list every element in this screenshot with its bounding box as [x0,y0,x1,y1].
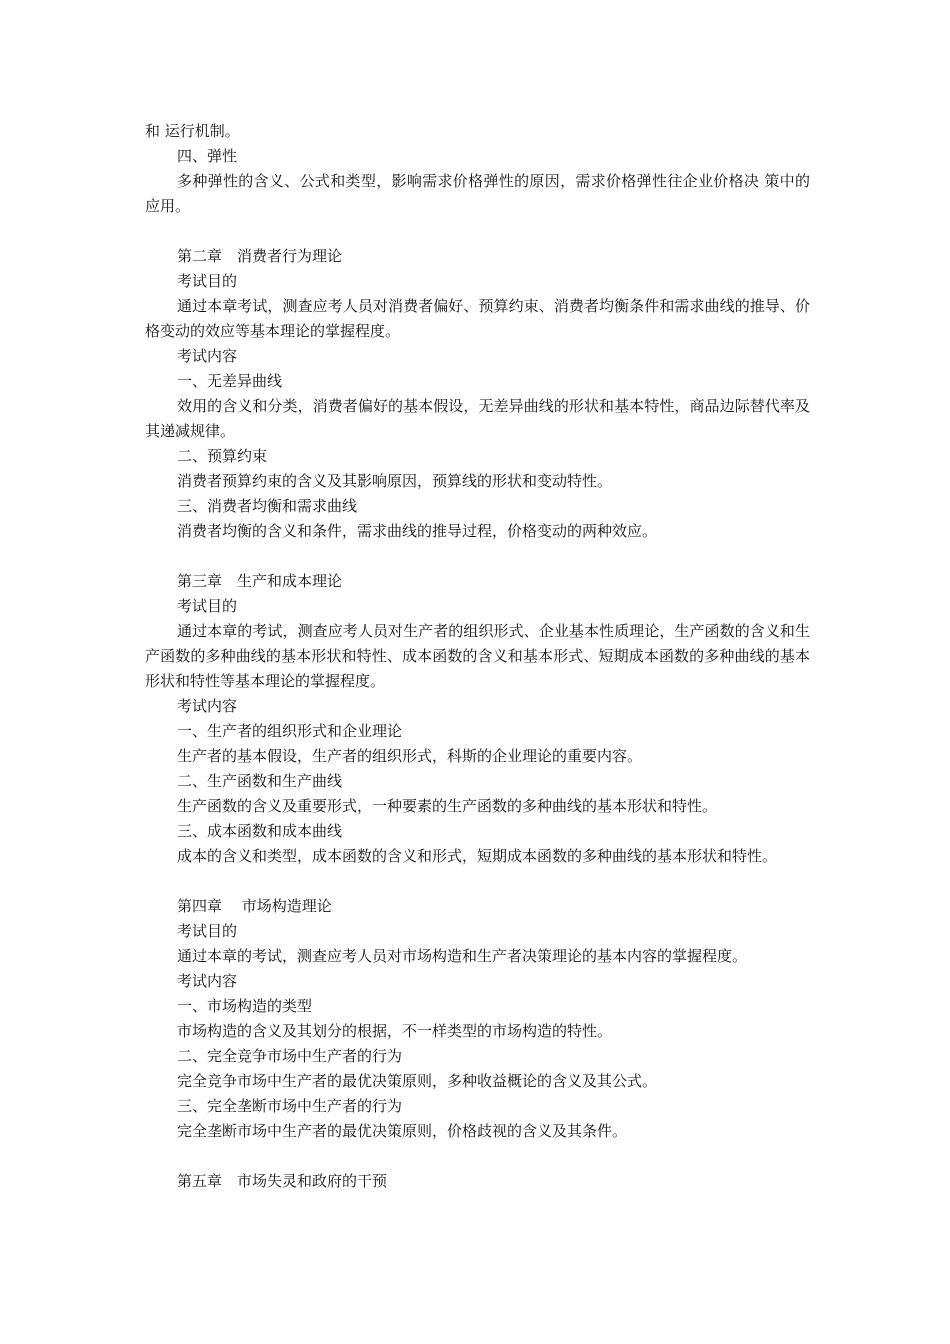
ch3-purpose-text: 通过本章的考试，测查应考人员对生产者的组织形式、企业基本性质理论，生产函数的含义和生产函数的多种曲线的基本形状和特性、成本函数的含义和基本形式、短期成本函数的多种曲线的基本形状和特性等基本理论的掌握程度。 [145,622,810,690]
ch3-section-2-heading: 二、生产函数和生产曲线 [177,772,343,790]
spacer [145,869,810,894]
spacer [145,219,810,244]
ch4-purpose-text: 通过本章的考试，测查应考人员对市场构造和生产者决策理论的基本内容的掌握程度。 [177,947,748,965]
ch3-content-label: 考试内容 [177,697,238,715]
ch4-content-label: 考试内容 [177,972,238,990]
ch2-section-1-text: 效用的含义和分类，消费者偏好的基本假设，无差异曲线的形状和基本特性，商品边际替代率及其递减规律。 [145,397,810,440]
section-heading-elasticity: 四、弹性 [177,147,238,165]
ch3-section-1-heading: 一、生产者的组织形式和企业理论 [177,722,403,740]
ch4-section-2-text: 完全竞争市场中生产者的最优决策原则，多种收益概论的含义及其公式。 [177,1072,658,1090]
ch3-section-1-text: 生产者的基本假设，生产者的组织形式，科斯的企业理论的重要内容。 [177,747,643,765]
ch3-section-3-text: 成本的含义和类型，成本函数的含义和形式，短期成本函数的多种曲线的基本形状和特性。 [177,847,778,865]
ch4-section-2-heading: 二、完全竞争市场中生产者的行为 [177,1047,403,1065]
ch2-purpose-text: 通过本章考试，测查应考人员对消费者偏好、预算约束、消费者均衡条件和需求曲线的推导、价格变动的效应等基本理论的掌握程度。 [145,297,810,340]
document-page [145,119,810,1194]
chapter-2-title: 第二章 消费者行为理论 [177,247,343,265]
ch2-section-2-heading: 二、预算约束 [177,447,268,465]
ch2-section-1-heading: 一、无差异曲线 [177,372,283,390]
spacer [145,1144,810,1169]
ch4-section-3-text: 完全垄断市场中生产者的最优决策原则，价格歧视的含义及其条件。 [177,1122,628,1140]
ch4-section-1-text: 市场构造的含义及其划分的根据，不一样类型的市场构造的特性。 [177,1022,613,1040]
ch4-purpose-label: 考试目的 [177,922,238,940]
paragraph-elasticity: 多种弹性的含义、公式和类型，影响需求价格弹性的原因，需求价格弹性往企业价格决 策中的应用。 [145,172,810,215]
ch3-purpose-label: 考试目的 [177,597,238,615]
chapter-4-title: 第四章 市场构造理论 [177,897,332,915]
chapter-5-title: 第五章 市场失灵和政府的干预 [177,1172,388,1190]
ch2-section-3-heading: 三、消费者均衡和需求曲线 [177,497,358,515]
chapter-3-title: 第三章 生产和成本理论 [177,572,343,590]
ch2-section-3-text: 消费者均衡的含义和条件，需求曲线的推导过程，价格变动的两种效应。 [177,522,658,540]
ch3-section-2-text: 生产函数的含义及重要形式，一种要素的生产函数的多种曲线的基本形状和特性。 [177,797,718,815]
ch2-section-2-text: 消费者预算约束的含义及其影响原因，预算线的形状和变动特性。 [177,472,613,490]
continuation-text: 和 运行机制。 [145,122,240,140]
ch4-section-1-heading: 一、市场构造的类型 [177,997,313,1015]
ch2-purpose-label: 考试目的 [177,272,238,290]
spacer [145,544,810,569]
ch3-section-3-heading: 三、成本函数和成本曲线 [177,822,343,840]
ch2-content-label: 考试内容 [177,347,238,365]
ch4-section-3-heading: 三、完全垄断市场中生产者的行为 [177,1097,403,1115]
